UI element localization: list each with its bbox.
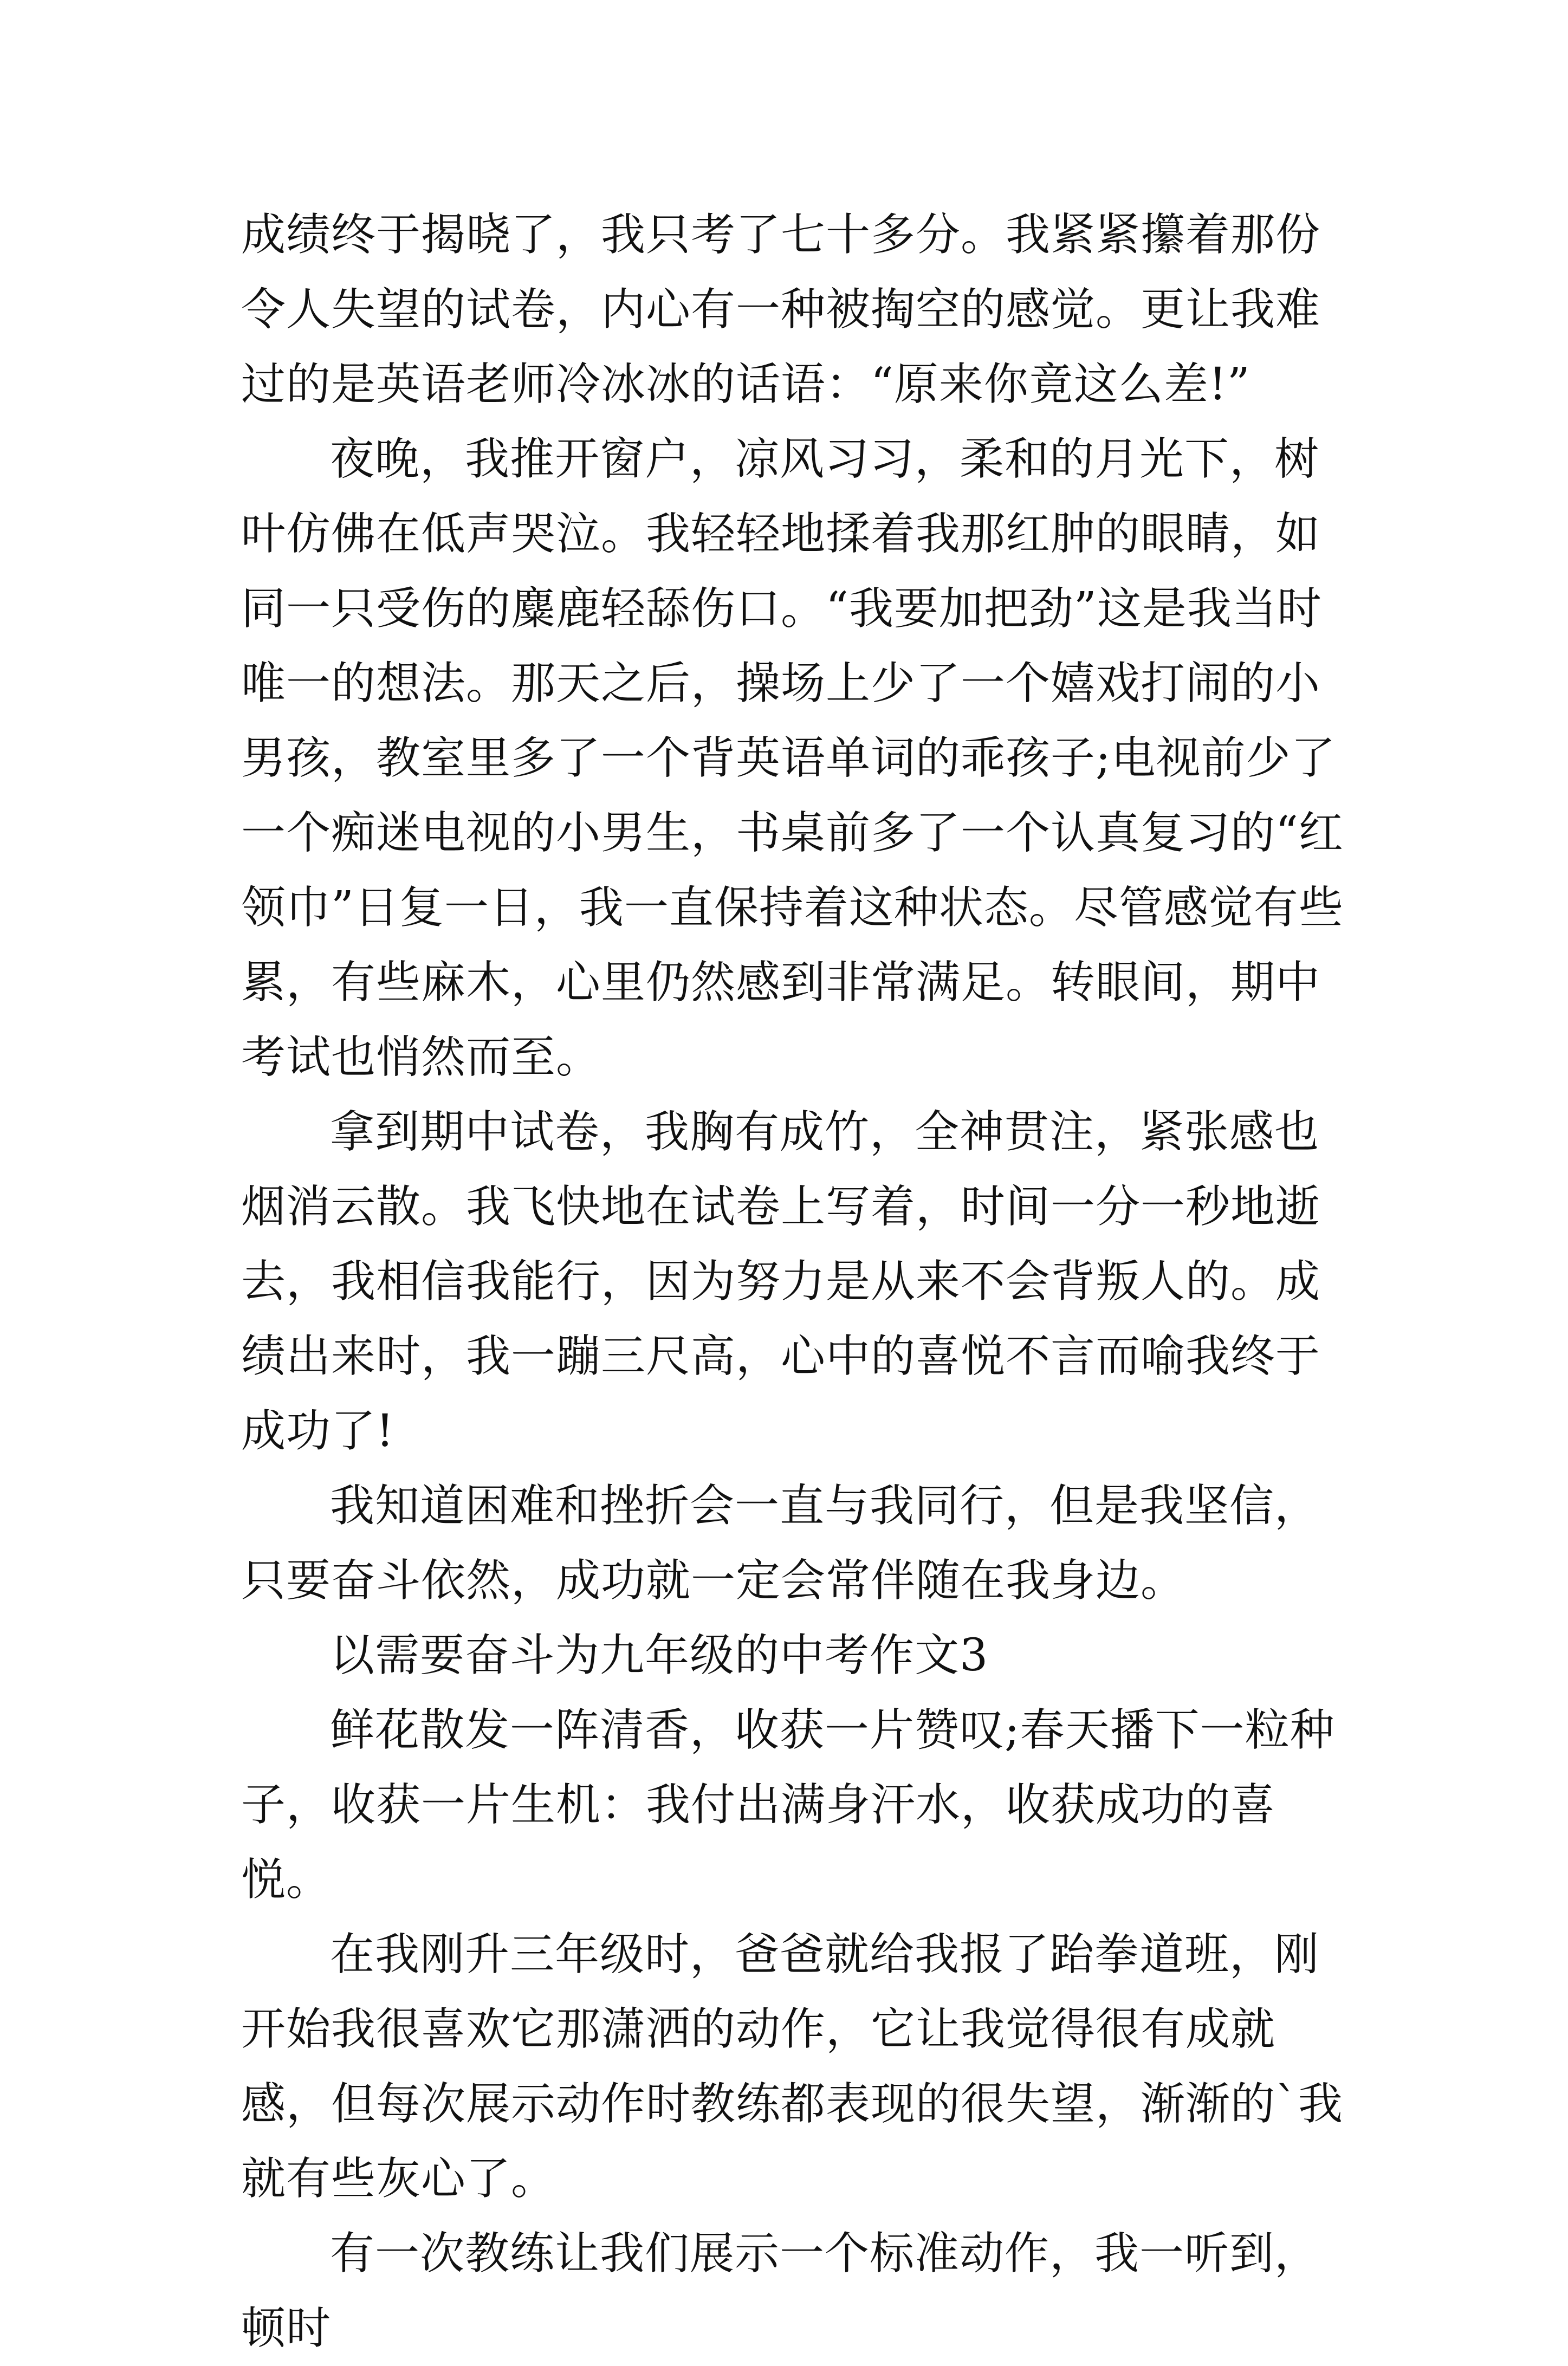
section-heading: 以需要奋斗为九年级的中考作文3 <box>330 1630 989 1681</box>
paragraph: 拿到期中试卷，我胸有成竹，全神贯注，紧张感也烟消云散。我飞快地在试卷上写着，时间一分一秒地逝去，我相信我能行，因为努力是从来不会背叛人的。成绩出来时，我一蹦三尺高，心中的喜悦不言而喻我终于成功了! <box>241 1106 1321 1457</box>
paragraph: 夜晚，我推开窗户，凉风习习，柔和的月光下，树叶仿佛在低声哭泣。我轻轻地揉着我那红肿的眼睛，如同一只受伤的麋鹿轻舔伤口。“我要加把劲”这是我当时唯一的想法。那天之后，操场上少了一个嬉戏打闹的小男孩，教室里多了一个背英语单词的乖孩子;电视前少了一个痴迷电视的小男生，书桌前多了一个认真复习的“红领巾”日复一日，我一直保持着这种状态。尽管感觉有些累，有些麻木，心里仍然感到非常满足。转眼间，期中考试也悄然而至。 <box>241 433 1344 1083</box>
document-body <box>241 198 1357 2366</box>
paragraph: 鲜花散发一阵清香，收获一片赞叹;春天播下一粒种子，收获一片生机：我付出满身汗水，收获成功的喜悦。 <box>241 1704 1335 1905</box>
paragraph: 我知道困难和挫折会一直与我同行，但是我坚信，只要奋斗依然，成功就一定会常伴随在我身边。 <box>241 1480 1320 1606</box>
paragraph: 成绩终于揭晓了，我只考了七十多分。我紧紧攥着那份令人失望的试卷，内心有一种被掏空的感觉。更让我难过的是英语老师冷冰冰的话语：“原来你竟这么差!” <box>241 209 1321 410</box>
paragraph: 有一次教练让我们展示一个标准动作，我一听到，顿时 <box>241 2228 1320 2354</box>
paragraph: 在我刚升三年级时，爸爸就给我报了跆拳道班，刚开始我很喜欢它那潇洒的动作，它让我觉得很有成就感，但每次展示动作时教练都表现的很失望，渐渐的`我就有些灰心了。 <box>241 1929 1344 2205</box>
